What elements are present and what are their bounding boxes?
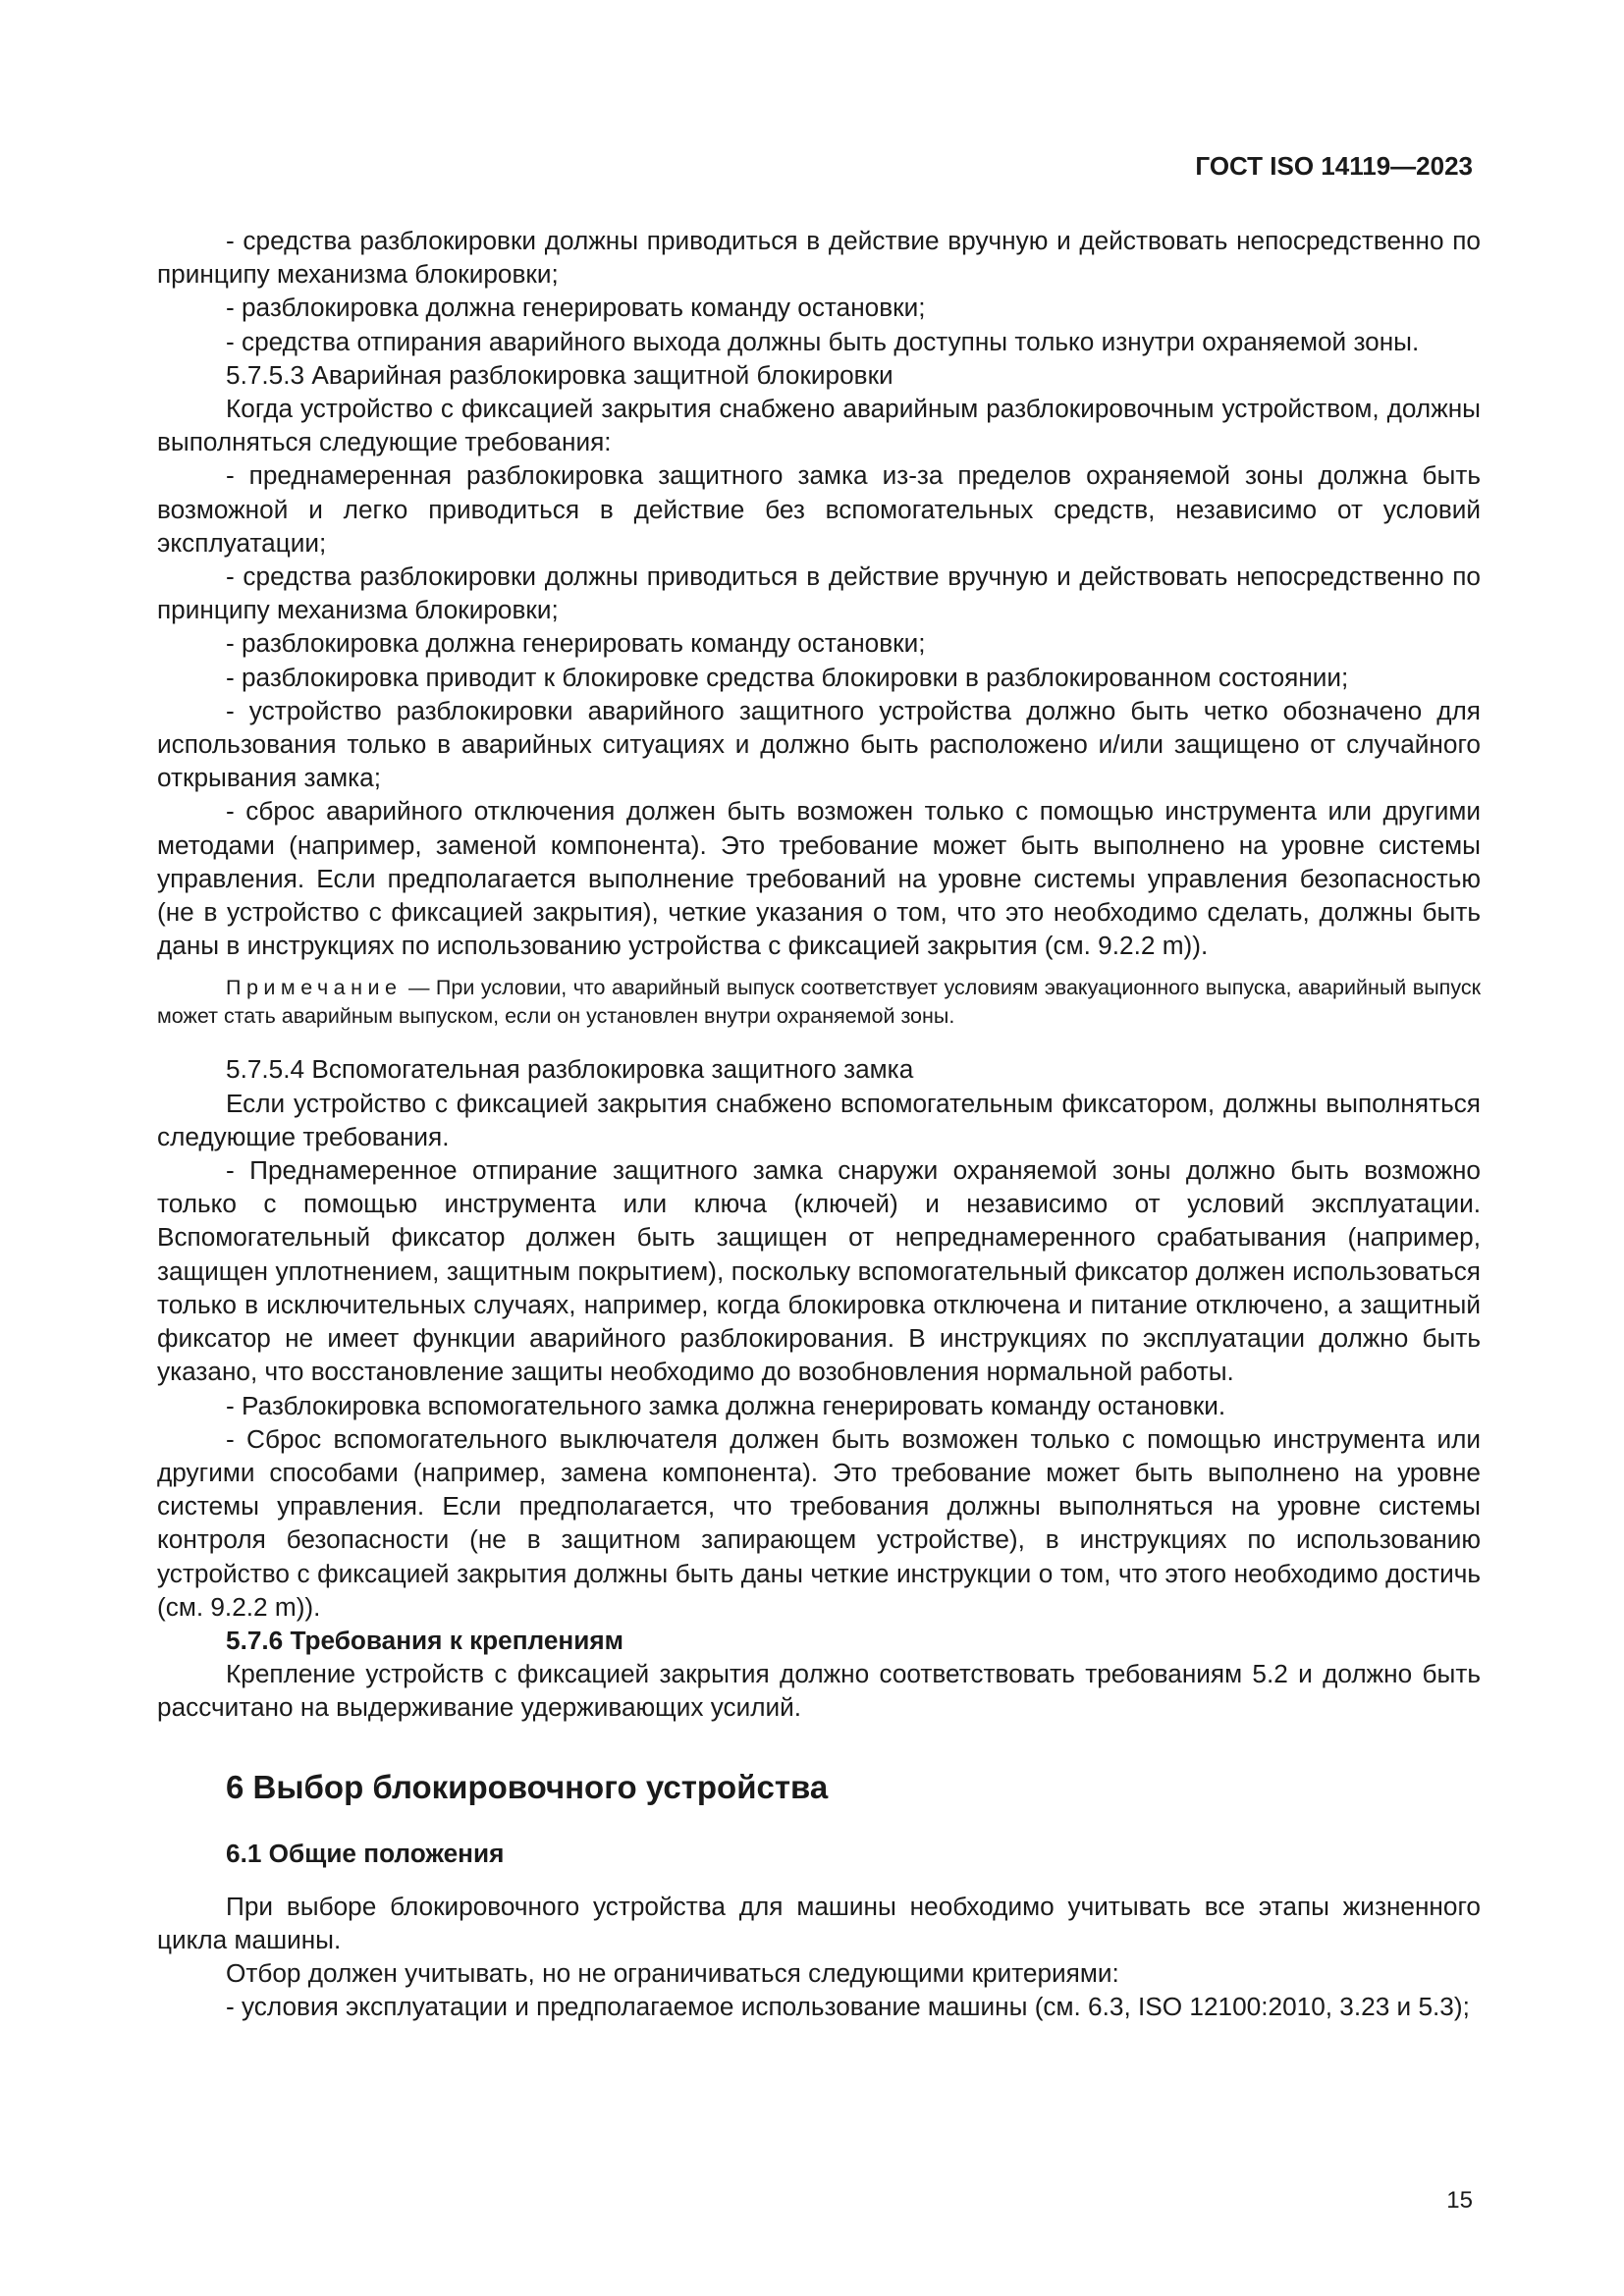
document-body	[157, 224, 1481, 2023]
paragraph: - разблокировка приводит к блокировке средства блокировки в разблокированном состоянии;	[226, 662, 1349, 692]
paragraph: - Разблокировка вспомогательного замка должна генерировать команду остановки.	[226, 1390, 1226, 1420]
note-text: — При условии, что аварийный выпуск соответствует условиям эвакуационного выпуска, аварийный выпуск может стать аварийным выпуском, если он установлен внутри охраняемой зоны.	[157, 976, 1481, 1029]
subsection-heading-5-7-5-3: 5.7.5.3 Аварийная разблокировка защитной блокировки	[226, 359, 893, 390]
paragraph: - Преднамеренное отпирание защитного замка снаружи охраняемой зоны должно быть возможно только с помощью инструмента или ключа (ключей) и независимо от условий эксплуатации. Вспомогательный фиксатор должен быть защищен от непреднамеренного срабатывания (например, защищен уплотнением, защитным покрытием), поскольку вспомогательный фиксатор должен использоваться только в исключительных случаях, например, когда блокировка отключена и питание отключено, а защитный фиксатор не имеет функции аварийного разблокирования. В инструкциях по эксплуатации должно быть указано, что восстановление защиты необходимо до возобновления нормальной работы.	[157, 1155, 1481, 1387]
subsection-heading-6-1: 6.1 Общие положения	[226, 1838, 505, 1868]
document-header: ГОСТ ISO 14119—2023	[1195, 151, 1473, 181]
paragraph: Когда устройство с фиксацией закрытия снабжено аварийным разблокировочным устройством, должны выполняться следующие требования:	[157, 394, 1481, 457]
paragraph: Крепление устройств с фиксацией закрытия должно соответствовать требованиям 5.2 и должно быть рассчитано на выдерживание удерживающих усилий.	[157, 1659, 1481, 1723]
paragraph: - разблокировка должна генерировать команду остановки;	[226, 293, 926, 323]
paragraph: - устройство разблокировки аварийного защитного устройства должно быть четко обозначено для использования только в аварийных ситуациях и должно быть расположено и/или защищено от случайного открывания замка;	[157, 695, 1481, 793]
page-number: 15	[1446, 2187, 1473, 2214]
paragraph: - условия эксплуатации и предполагаемое использование машины (см. 6.3, ISO 12100:2010, 3.23 и 5.3);	[226, 1992, 1470, 2022]
note	[157, 974, 1481, 1031]
paragraph: Отбор должен учитывать, но не ограничиваться следующими критериями:	[226, 1957, 1119, 1988]
subsection-heading-5-7-6: 5.7.6 Требования к креплениям	[226, 1625, 623, 1655]
section-heading-6: 6 Выбор блокировочного устройства	[226, 1768, 829, 1805]
paragraph: Если устройство с фиксацией закрытия снабжено вспомогательным фиксатором, должны выполняться следующие требования.	[157, 1088, 1481, 1151]
paragraph: - преднамеренная разблокировка защитного замка из-за пределов охраняемой зоны должна быть возможной и легко приводиться в действие без вспомогательных средств, независимо от условий эксплуатации;	[157, 460, 1481, 558]
paragraph: - средства разблокировки должны приводиться в действие вручную и действовать непосредственно по принципу механизма блокировки;	[157, 561, 1481, 625]
paragraph: - средства отпирания аварийного выхода должны быть доступны только изнутри охраняемой зоны.	[226, 326, 1420, 356]
subsection-heading-5-7-5-4: 5.7.5.4 Вспомогательная разблокировка защитного замка	[226, 1054, 914, 1085]
paragraph: - Сброс вспомогательного выключателя должен быть возможен только с помощью инструмента или другими способами (например, замена компонента). Это требование может быть выполнено на уровне системы управления. Если предполагается, что требования должны выполняться на уровне системы контроля безопасности (не в защитном запирающем устройстве), в инструкциях по использованию устройство с фиксацией закрытия должны быть даны четкие инструкции о том, что этого необходимо достичь (см. 9.2.2 m)).	[157, 1423, 1481, 1622]
note-label: Примечание	[226, 976, 403, 1000]
paragraph: - сброс аварийного отключения должен быть возможен только с помощью инструмента или другими методами (например, заменой компонента). Это требование может быть выполнено на уровне системы управления. Если предполагается выполнение требований на уровне системы управления безопасностью (не в устройство с фиксацией закрытия), четкие указания о том, что это необходимо сделать, должны быть даны в инструкциях по использованию устройства с фиксацией закрытия (см. 9.2.2 m)).	[157, 796, 1481, 961]
paragraph: - средства разблокировки должны приводиться в действие вручную и действовать непосредственно по принципу механизма блокировки;	[157, 226, 1481, 290]
paragraph: - разблокировка должна генерировать команду остановки;	[226, 628, 926, 659]
paragraph: При выборе блокировочного устройства для машины необходимо учитывать все этапы жизненного цикла машины.	[157, 1891, 1481, 1954]
